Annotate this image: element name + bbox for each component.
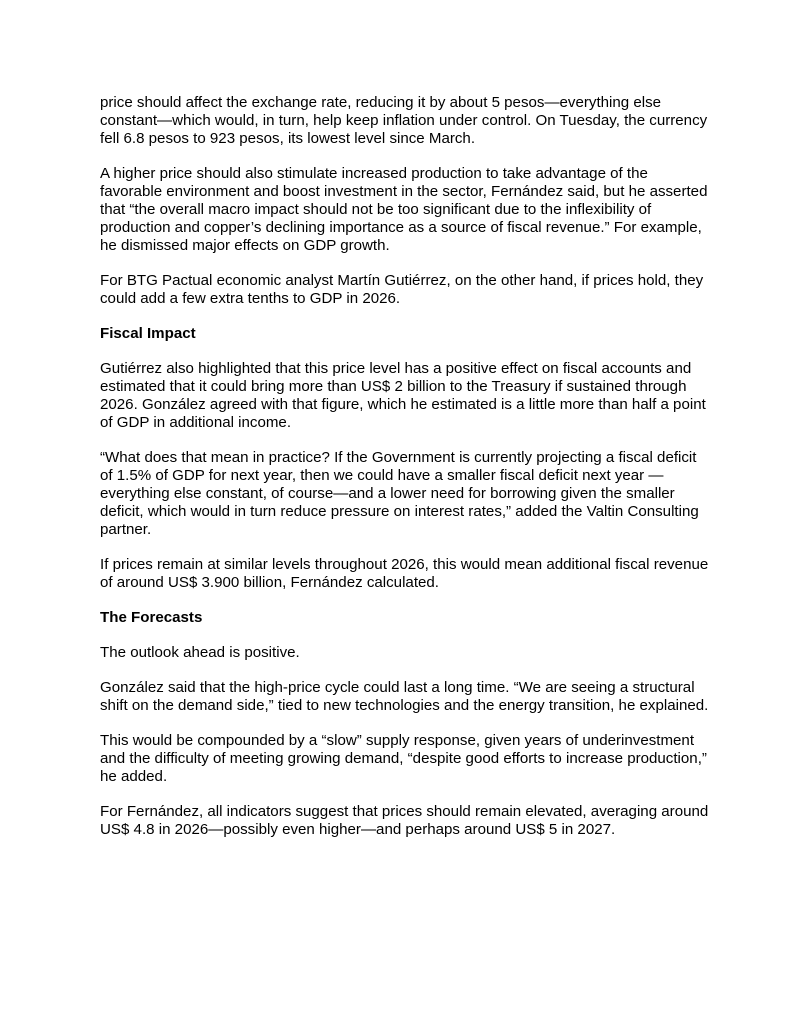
- body-paragraph: This would be compounded by a “slow” supply response, given years of underinvestment and the difficulty of meeting growing demand, “despite good efforts to increase production,” he added.: [100, 732, 707, 785]
- body-paragraph: A higher price should also stimulate increased production to take advantage of the favorable environment and boost investment in the sector, Fernández said, but he asserted that “the overall macro impact should not be too significant due to the inflexibility of production and copper’s declining importance as a source of fiscal revenue.” For example, he dismissed major effects on GDP growth.: [100, 165, 708, 254]
- body-paragraph: The outlook ahead is positive.: [100, 644, 300, 661]
- body-paragraph: For Fernández, all indicators suggest that prices should remain elevated, averaging around US$ 4.8 in 2026—possibly even higher—and perhaps around US$ 5 in 2027.: [100, 803, 709, 838]
- body-paragraph: If prices remain at similar levels throughout 2026, this would mean additional fiscal revenue of around US$ 3.900 billion, Fernández calculated.: [100, 556, 709, 591]
- section-heading-fiscal-impact: Fiscal Impact: [100, 325, 196, 342]
- section-heading-forecasts: The Forecasts: [100, 609, 203, 626]
- body-paragraph: For BTG Pactual economic analyst Martín Gutiérrez, on the other hand, if prices hold, they could add a few extra tenths to GDP in 2026.: [100, 272, 704, 307]
- body-paragraph: price should affect the exchange rate, reducing it by about 5 pesos—everything else constant—which would, in turn, help keep inflation under control. On Tuesday, the currency fell 6.8 pesos to 923 pesos, its lowest level since March.: [100, 94, 708, 147]
- document-page: [100, 94, 710, 856]
- body-paragraph: Gutiérrez also highlighted that this price level has a positive effect on fiscal accounts and estimated that it could bring more than US$ 2 billion to the Treasury if sustained through 2026. González agreed with that figure, which he estimated is a little more than half a point of GDP in additional income.: [100, 360, 706, 431]
- body-paragraph: González said that the high-price cycle could last a long time. “We are seeing a structural shift on the demand side,” tied to new technologies and the energy transition, he explained.: [100, 679, 709, 714]
- body-paragraph: “What does that mean in practice? If the Government is currently projecting a fiscal deficit of 1.5% of GDP for next year, then we could have a smaller fiscal deficit next year —everything else constant, of course—and a lower need for borrowing given the smaller deficit, which would in turn reduce pressure on interest rates,” added the Valtin Consulting partner.: [100, 449, 699, 538]
